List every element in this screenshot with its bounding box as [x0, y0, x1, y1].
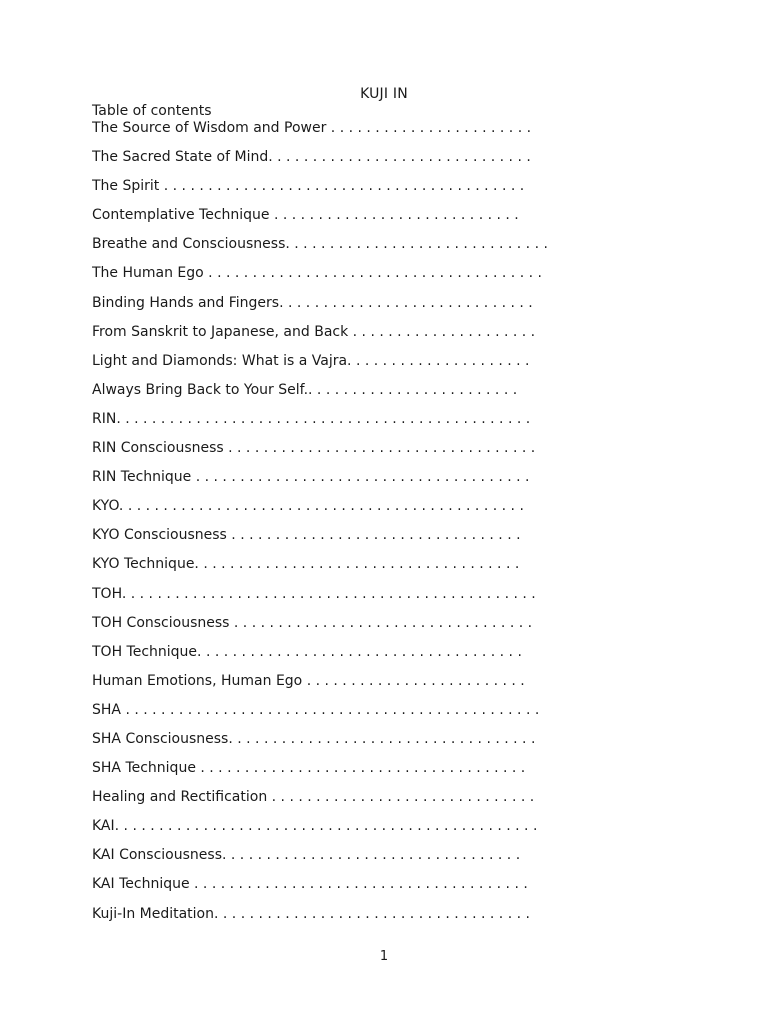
toc-entry[interactable] [92, 352, 612, 381]
toc-entry-text: KYO. . . . . . . . . . . . . . . . . . . . . . . . . . . . . . . . . . . . . . . . . . . . . . [92, 498, 524, 515]
toc-entry-text: The Spirit . . . . . . . . . . . . . . . . . . . . . . . . . . . . . . . . . . . . . . . . . [92, 178, 525, 195]
toc-entry-text: TOH. . . . . . . . . . . . . . . . . . . . . . . . . . . . . . . . . . . . . . . . . . . . . . . [92, 585, 536, 602]
toc-entry-text: The Sacred State of Mind. . . . . . . . . . . . . . . . . . . . . . . . . . . . . . [92, 149, 531, 166]
toc-entry-text: The Source of Wisdom and Power . . . . . . . . . . . . . . . . . . . . . . . [92, 120, 532, 136]
toc-entry-text: RIN. . . . . . . . . . . . . . . . . . . . . . . . . . . . . . . . . . . . . . . . . . . . . . . [92, 410, 531, 427]
toc-entry-text: SHA Technique . . . . . . . . . . . . . . . . . . . . . . . . . . . . . . . . . . . . . [92, 760, 526, 777]
toc-entry-text: RIN Consciousness . . . . . . . . . . . . . . . . . . . . . . . . . . . . . . . . . . . [92, 440, 536, 457]
toc-entry[interactable] [92, 788, 612, 817]
toc-entry[interactable] [92, 672, 612, 701]
toc-entry-text: Light and Diamonds: What is a Vajra. . . . . . . . . . . . . . . . . . . . . [92, 352, 530, 369]
toc-heading: Table of contents [92, 103, 212, 119]
toc-entry[interactable] [92, 264, 612, 293]
toc-entry-text: Human Emotions, Human Ego . . . . . . . . . . . . . . . . . . . . . . . . . [92, 672, 525, 689]
toc-entry-text: Healing and Rectification . . . . . . . . . . . . . . . . . . . . . . . . . . . . . . [92, 789, 535, 806]
toc-entry[interactable] [92, 817, 612, 846]
toc-entry-text: The Human Ego . . . . . . . . . . . . . . . . . . . . . . . . . . . . . . . . . . . . . . [92, 265, 542, 282]
toc-entry-text: Breathe and Consciousness. . . . . . . . . . . . . . . . . . . . . . . . . . . . . . [92, 236, 548, 253]
toc-entry-text: KYO Consciousness . . . . . . . . . . . . . . . . . . . . . . . . . . . . . . . . . [92, 527, 521, 544]
toc-entry-text: SHA . . . . . . . . . . . . . . . . . . . . . . . . . . . . . . . . . . . . . . . . . . . . . . . [92, 701, 540, 718]
toc-entry-text: KAI. . . . . . . . . . . . . . . . . . . . . . . . . . . . . . . . . . . . . . . . . . . . . . . . [92, 818, 538, 835]
toc-entry-text: Always Bring Back to Your Self.. . . . . . . . . . . . . . . . . . . . . . . . [92, 381, 518, 398]
toc-entry[interactable] [92, 206, 612, 235]
toc-entry[interactable] [92, 294, 612, 323]
toc-entry[interactable] [92, 585, 612, 614]
toc-entry[interactable] [92, 468, 612, 497]
toc-entry[interactable] [92, 759, 612, 788]
toc-entry-text: TOH Consciousness . . . . . . . . . . . . . . . . . . . . . . . . . . . . . . . . . . [92, 614, 533, 631]
toc-entry-text: Contemplative Technique . . . . . . . . . . . . . . . . . . . . . . . . . . . . [92, 207, 519, 224]
toc-entry-text: SHA Consciousness. . . . . . . . . . . . . . . . . . . . . . . . . . . . . . . . . . . [92, 730, 536, 747]
toc-entry-text: Kuji-In Meditation. . . . . . . . . . . . . . . . . . . . . . . . . . . . . . . . . . . . [92, 905, 530, 922]
toc-entry-text: TOH Technique. . . . . . . . . . . . . . . . . . . . . . . . . . . . . . . . . . . . . [92, 643, 522, 660]
toc-entry[interactable] [92, 846, 612, 875]
toc-entry[interactable] [92, 905, 612, 934]
toc-entry[interactable] [92, 701, 612, 730]
toc-entry[interactable] [92, 381, 612, 410]
toc-entry-text: KAI Consciousness. . . . . . . . . . . . . . . . . . . . . . . . . . . . . . . . . . [92, 847, 521, 864]
toc-entry[interactable] [92, 526, 612, 555]
toc-entry-text: RIN Technique . . . . . . . . . . . . . . . . . . . . . . . . . . . . . . . . . . . . . . [92, 469, 530, 486]
toc-entry[interactable] [92, 323, 612, 352]
toc-entry[interactable] [92, 235, 612, 264]
toc-entry[interactable] [92, 614, 612, 643]
toc-entry[interactable] [92, 148, 612, 177]
toc-entry-text: KYO Technique. . . . . . . . . . . . . . . . . . . . . . . . . . . . . . . . . . . . . [92, 556, 520, 573]
toc-entry[interactable] [92, 410, 612, 439]
toc-entry[interactable] [92, 555, 612, 584]
toc-entry[interactable] [92, 497, 612, 526]
toc-entry[interactable] [92, 730, 612, 759]
toc-entry[interactable] [92, 119, 612, 148]
toc-entry-text: From Sanskrit to Japanese, and Back . . . . . . . . . . . . . . . . . . . . . [92, 323, 536, 340]
page-number: 1 [379, 949, 389, 964]
toc-entry[interactable] [92, 875, 612, 904]
document-title: KUJI IN [360, 86, 408, 102]
toc-entry-text: Binding Hands and Fingers. . . . . . . . . . . . . . . . . . . . . . . . . . . . . [92, 294, 533, 311]
toc-entry[interactable] [92, 643, 612, 672]
toc-list [92, 119, 612, 934]
toc-entry-text: KAI Technique . . . . . . . . . . . . . . . . . . . . . . . . . . . . . . . . . . . . . . [92, 876, 528, 893]
toc-entry[interactable] [92, 177, 612, 206]
toc-entry[interactable] [92, 439, 612, 468]
